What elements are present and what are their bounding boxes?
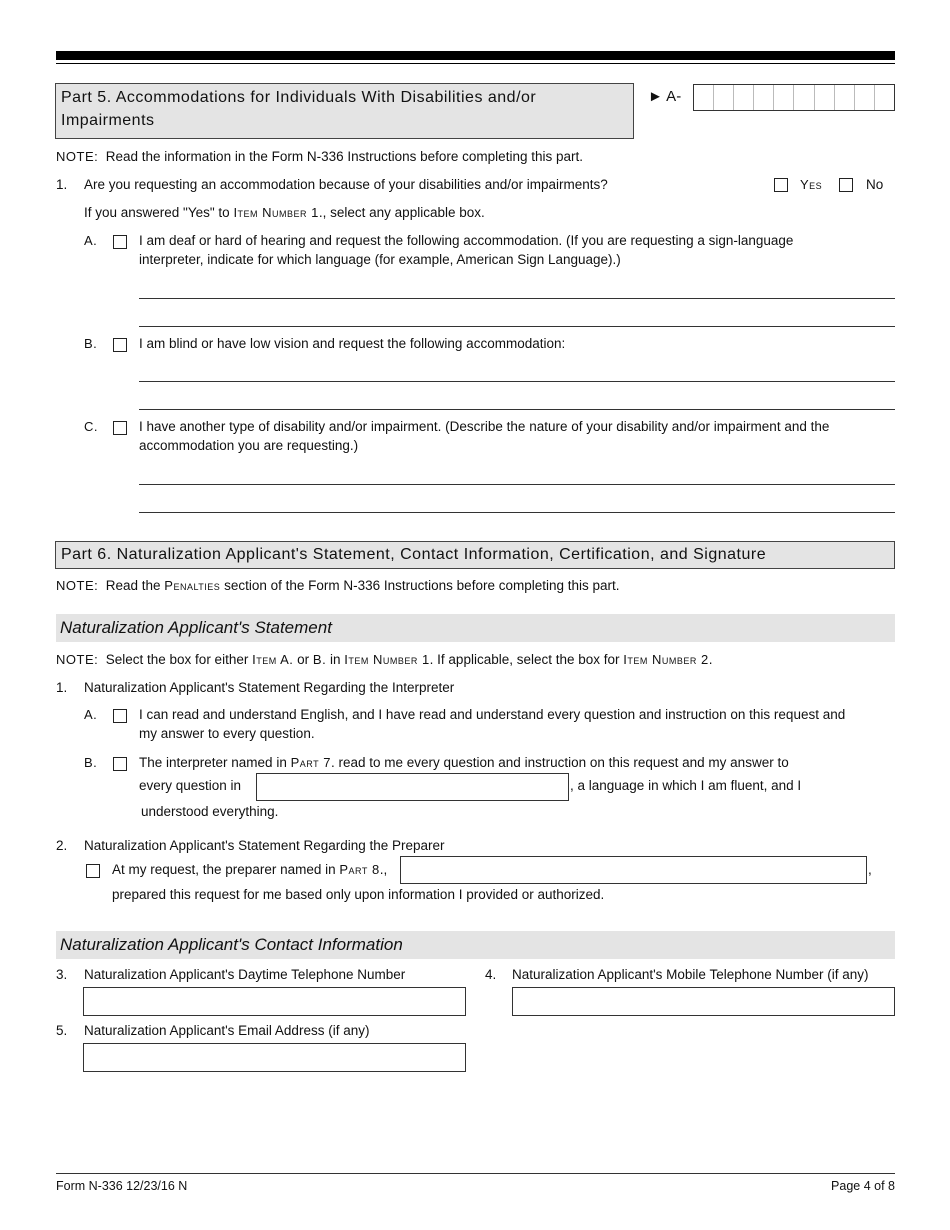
p5-c-line-1[interactable] [139, 484, 895, 485]
email-input[interactable] [83, 1043, 466, 1072]
p6-q1b-line2-pre: every question in [139, 778, 242, 793]
p6-q2-line2: prepared this request for me based only upon information I provided or authorized. [112, 887, 605, 902]
p5-b-line-2[interactable] [139, 409, 895, 410]
part6-title: Part 6. Naturalization Applicant's Statement, Contact Information, Certification, and Signature [61, 546, 767, 563]
p5-q1-yes-label: Yes [800, 177, 823, 192]
p6-q2-checkbox[interactable] [86, 864, 100, 878]
p6-q1a-letter: A. [84, 707, 98, 722]
part6-note-ref: Penalties [164, 578, 221, 593]
p6-q2-cb-post: ., [379, 862, 388, 877]
p5-b-letter: B. [84, 336, 98, 351]
p6-q1a-text: I can read and understand English, and I have read and understand every question and instruction on this request and my answer to every question. [139, 707, 846, 741]
part5-note [56, 147, 583, 166]
mobile-phone-input[interactable] [512, 987, 895, 1016]
p5-q1-sub-post: ., select any applicable box. [318, 205, 485, 220]
p6-q1-text: Naturalization Applicant's Statement Regarding the Interpreter [84, 680, 455, 695]
p6-q5-number: 5. [56, 1023, 68, 1038]
p6-q2-cb-label [112, 860, 387, 879]
p6-q5-text: Naturalization Applicant's Email Address (if any) [84, 1023, 370, 1038]
note2-d: . If applicable, select the box for [429, 652, 624, 667]
note-label: NOTE: [56, 149, 99, 164]
part6-note2-label: NOTE: [56, 652, 99, 667]
p6-q4-text: Naturalization Applicant's Mobile Telephone Number (if any) [512, 967, 869, 982]
part6-note-pre: Read the [105, 578, 165, 593]
part6-header [55, 541, 895, 569]
p6-q1b-language-input[interactable] [256, 773, 569, 801]
p5-q1-no-label: No [866, 177, 884, 192]
p6-q1b-checkbox[interactable] [113, 757, 127, 771]
p5-q1-sub-pre: If you answered "Yes" to [84, 205, 234, 220]
p6-q1b-post: . read to me every question and instruction on this request and my answer to [330, 755, 789, 770]
p6-q2-preparer-input[interactable] [400, 856, 867, 884]
note-text: Read the information in the Form N-336 Instructions before completing this part. [105, 149, 583, 164]
p6-q2-cb-ref: Part 8 [339, 862, 380, 877]
p6-q1b-pre: The interpreter named in [139, 755, 291, 770]
p6-q2-cb-pre: At my request, the preparer named in [112, 862, 340, 877]
p5-c-checkbox[interactable] [113, 421, 127, 435]
p6-q1a-checkbox[interactable] [113, 709, 127, 723]
p6-q2-number: 2. [56, 838, 68, 853]
note2-ref3: Item Number 1 [344, 652, 430, 667]
p6-q1b-line2-post: , a language in which I am fluent, and I [570, 778, 802, 793]
p6-q2-text: Naturalization Applicant's Statement Regarding the Preparer [84, 838, 445, 853]
top-rule-thin [56, 63, 895, 64]
daytime-phone-input[interactable] [83, 987, 466, 1016]
p5-a-line-1[interactable] [139, 298, 895, 299]
part6-note-label: NOTE: [56, 578, 99, 593]
p5-c-line-2[interactable] [139, 512, 895, 513]
p5-q1-text: Are you requesting an accommodation because of your disabilities and/or impairments? [84, 177, 608, 192]
p5-b-checkbox[interactable] [113, 338, 127, 352]
note2-ref1: Item A. [252, 652, 294, 667]
p6-q1b-line1 [139, 753, 789, 772]
contact-heading: Naturalization Applicant's Contact Information [56, 931, 895, 959]
part6-note-post: section of the Form N-336 Instructions before completing this part. [220, 578, 620, 593]
footer-page: Page 4 of 8 [831, 1179, 895, 1193]
note2-c: in [326, 652, 345, 667]
top-rule-thick [56, 51, 895, 60]
p6-q4-number: 4. [485, 967, 497, 982]
p5-q1-number: 1. [56, 177, 68, 192]
p6-q1b-letter: B. [84, 755, 98, 770]
footer-form-id: Form N-336 12/23/16 N [56, 1179, 188, 1193]
p6-q1b-ref: Part 7 [290, 755, 331, 770]
p5-a-line-2[interactable] [139, 326, 895, 327]
p5-c-text: I have another type of disability and/or impairment. (Describe the nature of your disability and/or impairment and the accommodation you are requesting.) [139, 419, 830, 453]
footer-rule [56, 1173, 895, 1174]
p6-q1b-line3: understood everything. [141, 804, 279, 819]
a-number-label: ► A- [648, 88, 682, 105]
p5-b-text: I am blind or have low vision and request the following accommodation: [139, 336, 566, 351]
note2-b: or [293, 652, 313, 667]
p5-a-letter: A. [84, 233, 98, 248]
p5-q1-sub-ref: Item Number 1 [233, 205, 319, 220]
p5-a-checkbox[interactable] [113, 235, 127, 249]
p6-q3-number: 3. [56, 967, 68, 982]
note2-ref4: Item Number 2 [623, 652, 709, 667]
part5-title: Part 5. Accommodations for Individuals With Disabilities and/or Impairments [61, 89, 537, 129]
p5-c-letter: C. [84, 419, 98, 434]
note2-e: . [708, 652, 713, 667]
a-number-field[interactable] [693, 84, 895, 111]
p5-q1-yes-checkbox[interactable] [774, 178, 788, 192]
p6-q3-text: Naturalization Applicant's Daytime Telephone Number [84, 967, 406, 982]
note2-ref2: B. [312, 652, 327, 667]
p5-a-text: I am deaf or hard of hearing and request the following accommodation. (If you are requesting a sign-language interpreter, indicate for which language (for example, American Sign Language).) [139, 233, 794, 267]
p5-b-line-1[interactable] [139, 381, 895, 382]
p5-q1-sub [84, 203, 485, 222]
p6-q2-comma: , [868, 862, 872, 877]
p6-q1-number: 1. [56, 680, 68, 695]
part6-note [56, 576, 620, 595]
part5-header [55, 83, 634, 139]
p5-q1-no-checkbox[interactable] [839, 178, 853, 192]
part6-note2 [56, 650, 713, 669]
statement-heading: Naturalization Applicant's Statement [56, 614, 895, 642]
note2-a: Select the box for either [105, 652, 253, 667]
